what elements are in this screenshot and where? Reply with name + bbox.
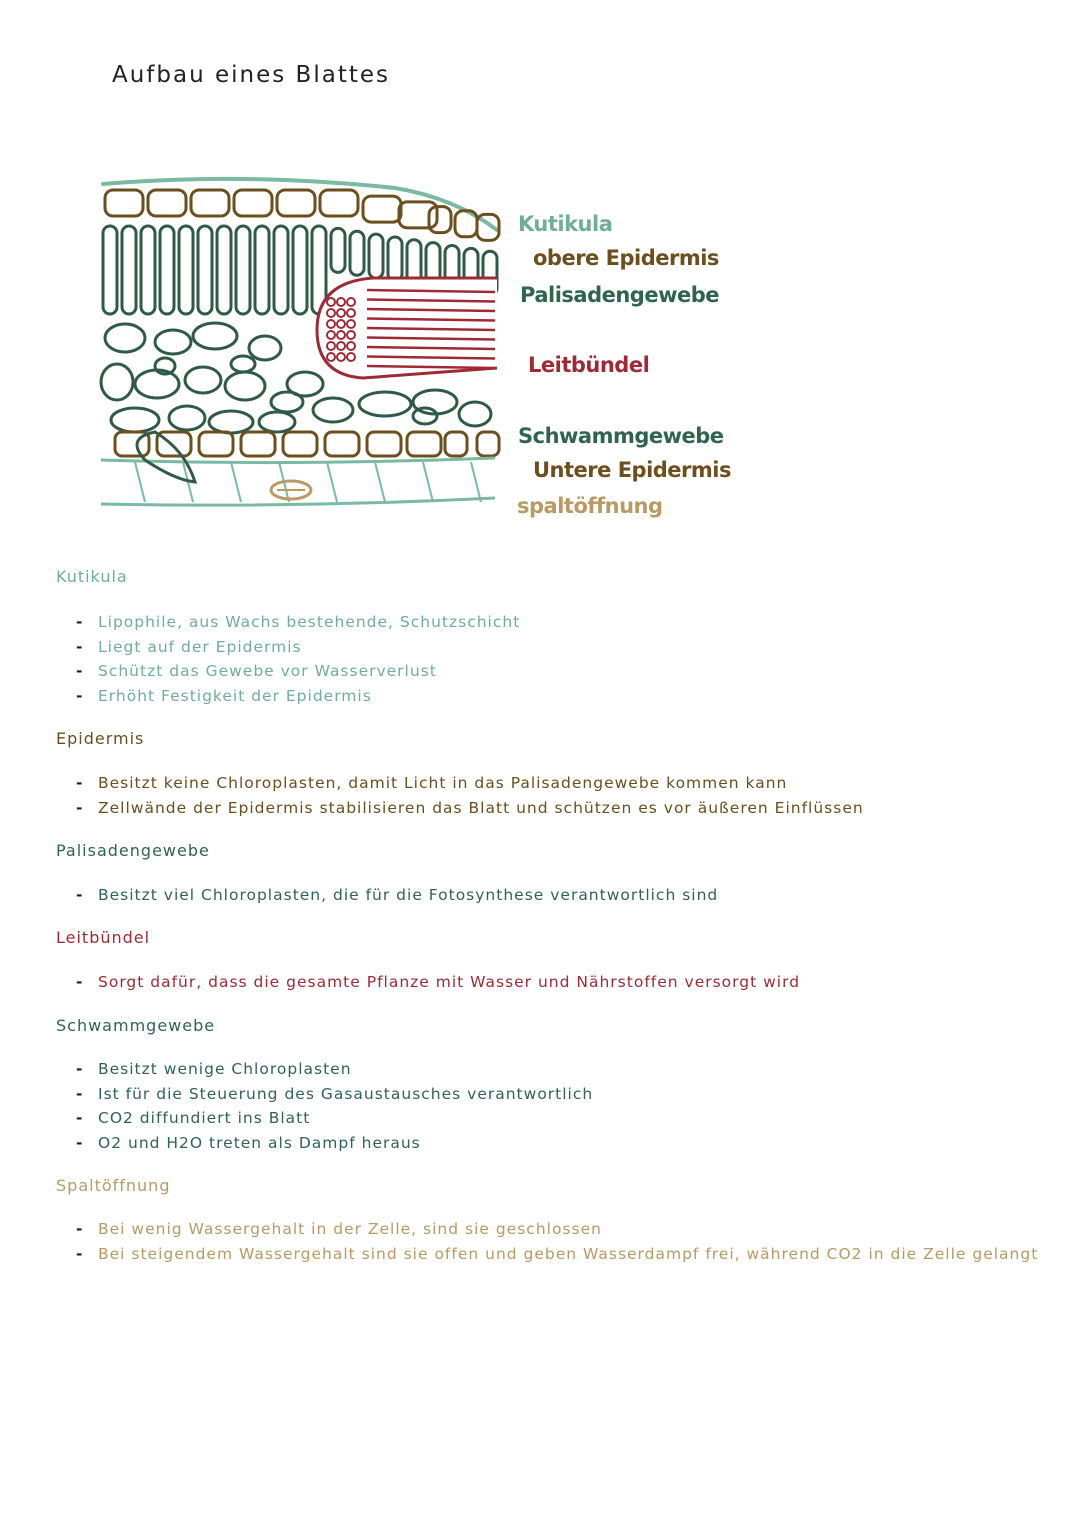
palisade-cell — [179, 226, 193, 314]
upper-epidermis-cell — [105, 190, 143, 216]
lower-kutikula-divider — [471, 462, 481, 502]
lower-epidermis-cell — [407, 432, 441, 456]
spongy-cell — [313, 398, 353, 422]
spongy-cell — [225, 372, 265, 400]
list-item: - Besitzt viel Chloroplasten, die für die Fotosynthese verantwortlich sind — [76, 883, 718, 908]
spongy-cell — [185, 367, 221, 393]
upper-epidermis-cell — [148, 190, 186, 216]
section-title-epidermis: Epidermis — [56, 729, 145, 748]
spongy-cell — [459, 402, 491, 426]
lower-epidermis-cell — [367, 432, 401, 456]
spongy-cell — [359, 392, 411, 416]
palisade-cell — [331, 228, 345, 272]
spongy-cell — [231, 356, 255, 372]
list-item: - Schützt das Gewebe vor Wasserverlust — [76, 659, 520, 684]
section-title-kutikula: Kutikula — [56, 567, 128, 586]
palisade-cell — [369, 234, 383, 278]
spongy-cell — [101, 364, 133, 400]
upper-epidermis-cell — [191, 190, 229, 216]
list-item: - Ist für die Steuerung des Gasaustausches verantwortlich — [76, 1082, 593, 1107]
label-palisadengewebe: Palisadengewebe — [520, 283, 719, 307]
palisade-cell — [293, 226, 307, 314]
spongy-cell — [111, 408, 159, 432]
list-item: - Besitzt keine Chloroplasten, damit Licht in das Palisadengewebe kommen kann — [76, 771, 864, 796]
section-title-leitbuendel: Leitbündel — [56, 928, 151, 947]
upper-epidermis-cell — [399, 202, 437, 228]
lower-epidermis-cell — [477, 432, 499, 456]
list-item: - Liegt auf der Epidermis — [76, 635, 520, 660]
lower-epidermis-cell — [199, 432, 233, 456]
label-leitbuendel: Leitbündel — [528, 353, 650, 377]
list-palisadengewebe — [76, 883, 718, 908]
list-item: - O2 und H2O treten als Dampf heraus — [76, 1131, 593, 1156]
page-title: Aufbau eines Blattes — [112, 62, 390, 88]
lower-epidermis-cell — [241, 432, 275, 456]
palisade-cell — [103, 226, 117, 314]
label-obere-epidermis: obere Epidermis — [533, 246, 719, 270]
list-item: - Zellwände der Epidermis stabilisieren das Blatt und schützen es vor äußeren Einflüssen — [76, 796, 864, 821]
list-spaltoeffnung — [76, 1217, 1038, 1266]
label-spaltoeffnung: spaltöffnung — [517, 494, 663, 518]
list-item: - Sorgt dafür, dass die gesamte Pflanze mit Wasser und Nährstoffen versorgt wird — [76, 970, 800, 995]
spongy-cell — [135, 370, 179, 398]
section-title-schwammgewebe: Schwammgewebe — [56, 1016, 216, 1035]
lower-kutikula-line — [101, 458, 495, 463]
list-item: - Erhöht Festigkeit der Epidermis — [76, 684, 520, 709]
upper-epidermis-cell — [277, 190, 315, 216]
list-item: - Lipophile, aus Wachs bestehende, Schutzschicht — [76, 610, 520, 635]
lower-kutikula-divider — [135, 462, 145, 502]
palisade-cell — [350, 231, 364, 275]
lower-kutikula-divider — [423, 462, 433, 502]
list-kutikula — [76, 610, 520, 708]
palisade-cell — [122, 226, 136, 314]
lower-kutikula-divider — [327, 462, 337, 502]
upper-epidermis-cell — [234, 190, 272, 216]
palisade-cell — [388, 237, 402, 281]
palisade-cell — [274, 226, 288, 314]
spongy-cell — [209, 411, 253, 433]
spongy-cell — [193, 323, 237, 349]
lower-epidermis-cell — [283, 432, 317, 456]
palisade-cell — [217, 226, 231, 314]
lower-epidermis-cell — [325, 432, 359, 456]
list-leitbuendel — [76, 970, 800, 995]
spongy-cell — [271, 392, 303, 412]
upper-epidermis-cell — [320, 190, 358, 216]
label-schwammgewebe: Schwammgewebe — [518, 424, 724, 448]
label-kutikula: Kutikula — [518, 212, 613, 236]
spongy-cell — [169, 406, 205, 430]
lower-epidermis-cell — [445, 432, 467, 456]
lower-kutikula-divider — [231, 462, 241, 502]
list-item: - Besitzt wenige Chloroplasten — [76, 1057, 593, 1082]
label-untere-epidermis: Untere Epidermis — [533, 458, 731, 482]
spongy-cell — [413, 408, 437, 424]
lower-kutikula-divider — [375, 462, 385, 502]
section-title-spaltoeffnung: Spaltöffnung — [56, 1176, 171, 1195]
list-schwammgewebe — [76, 1057, 593, 1155]
upper-epidermis-cell — [363, 196, 401, 222]
palisade-cell — [198, 226, 212, 314]
section-title-palisadengewebe: Palisadengewebe — [56, 841, 210, 860]
palisade-cell — [141, 226, 155, 314]
list-item: - Bei steigendem Wassergehalt sind sie offen und geben Wasserdampf frei, während CO2 in die Zelle gelangt — [76, 1242, 1038, 1267]
list-item: - Bei wenig Wassergehalt in der Zelle, sind sie geschlossen — [76, 1217, 1038, 1242]
spongy-cell — [105, 324, 145, 352]
spongy-cell — [259, 412, 295, 432]
spongy-cell — [155, 330, 191, 354]
palisade-cell — [160, 226, 174, 314]
list-item: - CO2 diffundiert ins Blatt — [76, 1106, 593, 1131]
leaf-cross-section-diagram — [95, 170, 515, 520]
palisade-cell — [236, 226, 250, 314]
palisade-cell — [255, 226, 269, 314]
list-epidermis — [76, 771, 864, 820]
spongy-cell — [249, 336, 281, 360]
